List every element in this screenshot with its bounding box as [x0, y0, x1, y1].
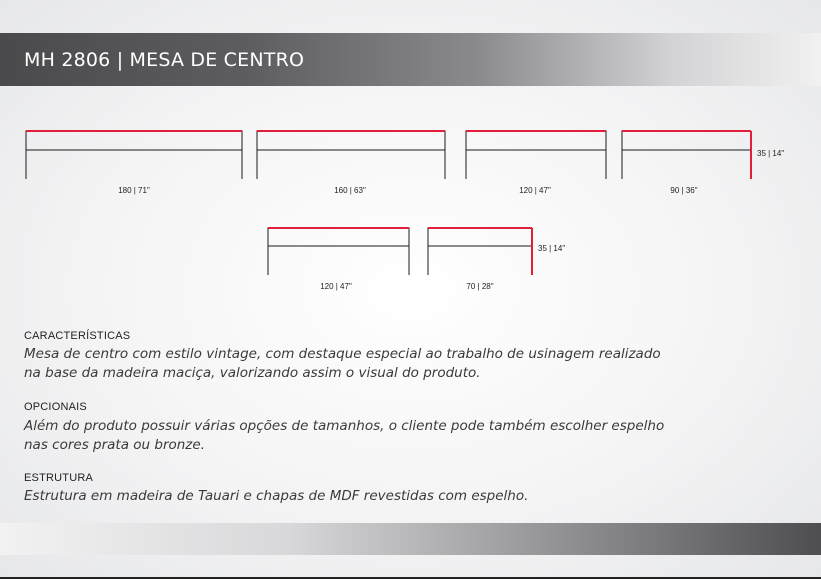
table-drawing-160: [257, 131, 445, 195]
width-label-120-b: 120 | 47": [320, 282, 352, 291]
section-heading-estrutura: ESTRUTURA: [24, 472, 94, 484]
table-drawing-120-b: [268, 228, 409, 291]
table-drawing-90: [622, 131, 784, 195]
width-label-120: 120 | 47": [519, 186, 551, 195]
page-title: MH 2806 | MESA DE CENTRO: [24, 49, 305, 71]
section-heading-caracteristicas: CARACTERÍSTICAS: [24, 330, 131, 342]
section-text-caracteristicas: Mesa de centro com estilo vintage, com destaque especial ao trabalho de usinagem realizado na base da madeira maciça, valorizando assim o visual do produto.: [24, 346, 661, 381]
height-label: 35 | 14": [757, 149, 785, 158]
section-text-opcionais: Além do produto possuir várias opções de tamanhos, o cliente pode também escolher espelho nas cores prata ou bronze.: [24, 418, 665, 453]
table-drawing-120: [466, 131, 606, 195]
table-drawing-70: [428, 228, 565, 291]
width-label-90: 90 | 36": [670, 186, 698, 195]
section-heading-opcionais: OPCIONAIS: [24, 401, 87, 413]
table-drawing-180: [26, 131, 242, 195]
section-text-estrutura: Estrutura em madeira de Tauari e chapas de MDF revestidas com espelho.: [24, 488, 529, 504]
footer-band: [0, 523, 821, 555]
height-label-b: 35 | 14": [538, 244, 566, 253]
width-label-160: 160 | 63": [334, 186, 366, 195]
width-label-70: 70 | 28": [466, 282, 494, 291]
width-label-180: 180 | 71": [118, 186, 150, 195]
